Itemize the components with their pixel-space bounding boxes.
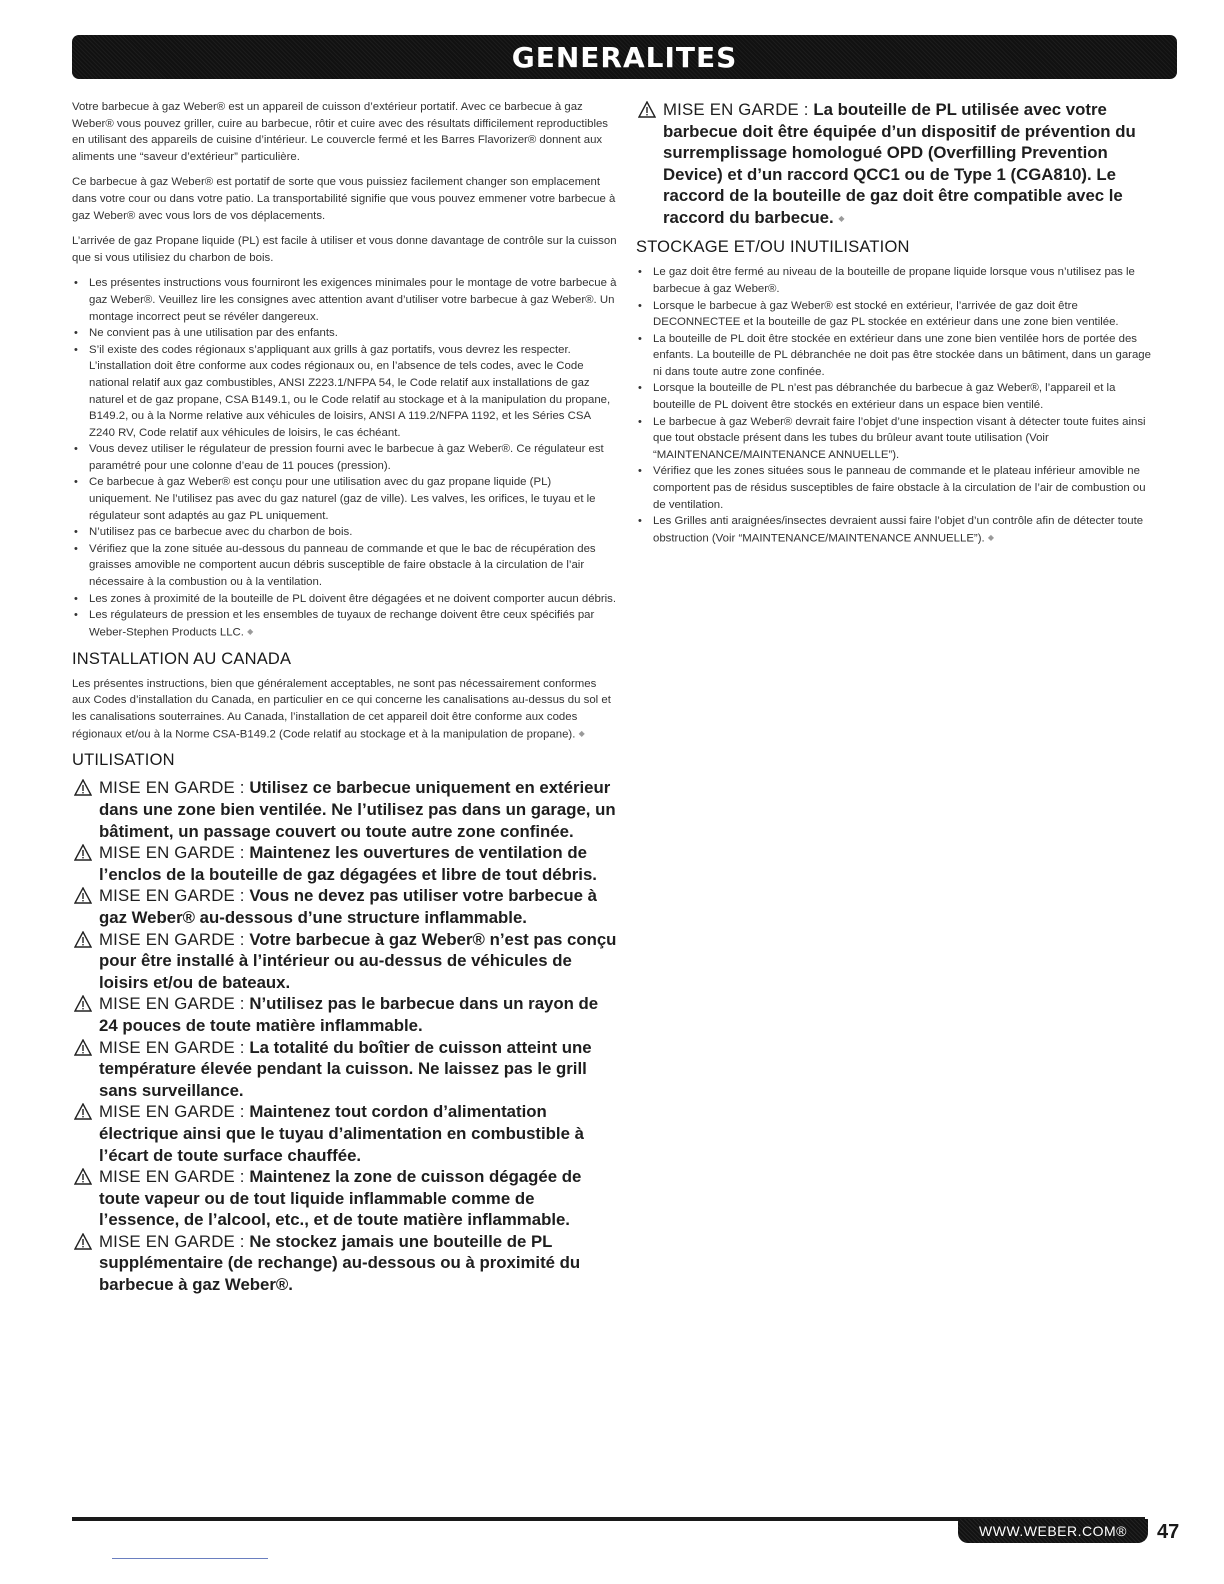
end-diamond-icon: ◆: [578, 728, 585, 738]
canada-text: Les présentes instructions, bien que généralement acceptables, ne sont pas nécessairement conformes aux Codes d’installation du Canada, en particulier en ce qui concerne les canalisations au-dessus du sol et les canalisations souterraines. Au Canada, l’installation de cet appareil doit être conforme aux codes régionaux et/ou à la Norme CSA-B149.2 (Code relatif au stockage et à la manipulation de propane).: [72, 677, 611, 740]
right-column: [636, 99, 1156, 554]
list-item: • La bouteille de PL doit être stockée en extérieur dans une zone bien ventilée hors de portée des enfants. La bouteille de PL débranchée ne doit pas être stockée dans un bâtiment, dans un garage ni dans toute autre zone confinée.: [636, 331, 1156, 381]
warning-text: Maintenez la zone de cuisson dégagée de toute vapeur ou de tout liquide inflammable comme de l’essence, de l’alcool, etc., et de toute matière inflammable.: [99, 1167, 582, 1230]
warning-label: MISE EN GARDE :: [99, 778, 245, 798]
list-item: • Les zones à proximité de la bouteille de PL doivent être dégagées et ne doivent comporter aucun débris.: [72, 591, 617, 608]
warning-text: Vous ne devez pas utiliser votre barbecue à gaz Weber® au-dessous d’une structure inflammable.: [99, 886, 597, 927]
warning-item: [72, 929, 617, 994]
warning-item: [72, 777, 617, 842]
warning-label: MISE EN GARDE :: [99, 929, 245, 949]
warning-text: Maintenez tout cordon d’alimentation électrique ainsi que le tuyau d’alimentation en combustible à l’écart de toute surface chauffée.: [99, 1102, 584, 1165]
list-item-text: Les Grilles anti araignées/insectes devraient aussi faire l’objet d’un contrôle afin de détecter toute obstruction (Voir “MAINTENANCE/MAINTENANCE ANNUELLE”).: [653, 515, 1144, 545]
canada-paragraph: [72, 676, 617, 743]
list-item: • Vérifiez que la zone située au-dessous du panneau de commande et que le bac de récupération des graisses amovible ne comportent aucun débris susceptible de faire obstacle à la circulation de l’air nécessaire à la combustion ou à la ventilation.: [72, 541, 617, 591]
list-item: • Le gaz doit être fermé au niveau de la bouteille de propane liquide lorsque vous n’utilisez pas le barbecue à gaz Weber®.: [636, 264, 1156, 297]
end-diamond-icon: ◆: [247, 626, 254, 636]
warning-triangle-icon: [74, 931, 92, 948]
list-item-text: Les régulateurs de pression et les ensembles de tuyaux de rechange doivent être ceux spécifiés par Weber-Stephen Products LLC.: [89, 609, 595, 639]
warning-triangle-icon: [638, 101, 656, 118]
left-column: [72, 99, 617, 1296]
list-item: • Les présentes instructions vous fourniront les exigences minimales pour le montage de votre barbecue à gaz Weber®. Veuillez lire les consignes avec attention avant d’utiliser votre barbecue à gaz Weber®. Un montage incorrect peut se révéler dangereux.: [72, 275, 617, 325]
intro-paragraph: Ce barbecue à gaz Weber® est portatif de sorte que vous puissiez facilement changer son emplacement dans votre cour ou dans votre patio. La transportabilité signifie que vous pouvez emmener votre barbecue à gaz Weber® avec vous lors de vos déplacements.: [72, 176, 616, 222]
warning-label: MISE EN GARDE :: [99, 843, 245, 863]
warning-text: Maintenez les ouvertures de ventilation de l’enclos de la bouteille de gaz dégagées et libre de tout débris.: [99, 843, 597, 884]
storage-bullet-list: [636, 264, 1156, 546]
warning-label: MISE EN GARDE :: [99, 1231, 245, 1251]
list-item: • Lorsque le barbecue à gaz Weber® est stocké en extérieur, l’arrivée de gaz doit être DECONNECTEE et la bouteille de gaz PL stockée en extérieur dans une zone bien ventilée.: [636, 298, 1156, 331]
opd-warning: [636, 99, 1156, 229]
warning-list: [72, 777, 617, 1295]
utilisation-heading: UTILISATION: [72, 751, 175, 770]
warning-triangle-icon: [74, 995, 92, 1012]
scan-artifact-line: [112, 1558, 268, 1559]
warning-text: N’utilisez pas le barbecue dans un rayon de 24 pouces de toute matière inflammable.: [99, 994, 599, 1035]
warning-triangle-icon: [74, 844, 92, 861]
page-number: 47: [1157, 1521, 1180, 1543]
warning-item: [72, 842, 617, 885]
warning-item: [72, 993, 617, 1036]
warning-label: MISE EN GARDE :: [99, 994, 245, 1014]
warning-item: [72, 1037, 617, 1102]
section-banner: [72, 35, 1177, 79]
footer-url-badge[interactable]: [958, 1519, 1148, 1543]
end-diamond-icon: ◆: [987, 532, 994, 542]
list-item: • S’il existe des codes régionaux s’appliquant aux grills à gaz portatifs, vous devrez les respecter. L’installation doit être conforme aux codes régionaux ou, en l’absence de tels codes, avec le Code national relatif aux gaz combustibles, ANSI Z223.1/NFPA 54, le Code relatif aux installations de gaz naturel et de gaz propane, CSA B149.1, ou le Code relatif au stockage et à la manipulation du propane, B149.2, ou à la Norme relative aux véhicules de loisirs, ANSI A 119.2/NFPA 1192, et les Séries CSA Z240 RV, Code relatif aux véhicules de loisirs, le cas échéant.: [72, 342, 617, 442]
warning-triangle-icon: [74, 779, 92, 796]
list-item: • N’utilisez pas ce barbecue avec du charbon de bois.: [72, 524, 617, 541]
list-item: [72, 607, 617, 641]
warning-label: MISE EN GARDE :: [99, 1167, 245, 1187]
warning-label: MISE EN GARDE :: [99, 1102, 245, 1122]
list-item: • Ce barbecue à gaz Weber® est conçu pour une utilisation avec du gaz propane liquide (PL) uniquement. Ne l’utilisez pas avec du gaz naturel (gaz de ville). Les valves, les orifices, le tuyau et le régulateur sont adaptés au gaz PL uniquement.: [72, 474, 617, 524]
warning-item: [72, 885, 617, 928]
warning-triangle-icon: [74, 1233, 92, 1250]
warning-item: [72, 1166, 617, 1231]
warning-label: MISE EN GARDE :: [663, 100, 809, 119]
warning-text: Utilisez ce barbecue uniquement en extérieur dans une zone bien ventilée. Ne l’utilisez pas dans un garage, un bâtiment, un passage couvert ou toute autre zone confinée.: [99, 778, 616, 841]
warning-text: Votre barbecue à gaz Weber® n’est pas conçu pour être installé à l’intérieur ou au-dessus de véhicules de loisirs et/ou de bateaux.: [99, 929, 617, 992]
list-item: • Ne convient pas à une utilisation par des enfants.: [72, 325, 617, 342]
warning-item: [72, 1101, 617, 1166]
warning-text: Ne stockez jamais une bouteille de PL supplémentaire (de rechange) au-dessous ou à proximité du barbecue à gaz Weber®.: [99, 1231, 581, 1295]
footer-url[interactable]: WWW.WEBER.COM®: [979, 1523, 1127, 1539]
list-item: • Lorsque la bouteille de PL n’est pas débranchée du barbecue à gaz Weber®, l’appareil et la bouteille de PL doivent être stockés en extérieur dans un espace bien ventilé.: [636, 380, 1156, 413]
intro-paragraph: Votre barbecue à gaz Weber® est un appareil de cuisson d’extérieur portatif. Avec ce barbecue à gaz Weber® vous pouvez griller, cuire au barbecue, rôtir et cuire avec des résultats difficilement reproductibles en utilisant des appareils de cuisine d’intérieur. Le couvercle fermé et les Barres Flavorizer® donnent aux aliments une “saveur d’extérieur” particulière.: [72, 101, 608, 163]
list-item: [636, 513, 1156, 547]
warning-triangle-icon: [74, 1168, 92, 1185]
warning-item: [72, 1231, 617, 1296]
canada-heading: INSTALLATION AU CANADA: [72, 649, 292, 668]
end-diamond-icon: ◆: [838, 213, 845, 223]
warning-label: MISE EN GARDE :: [99, 886, 245, 906]
list-item: • Vérifiez que les zones situées sous le panneau de commande et le plateau inférieur amovible ne comportent pas de résidus susceptibles de faire obstacle à la circulation de l’air de combustion ou de ventilation.: [636, 463, 1156, 513]
list-item: • Vous devez utiliser le régulateur de pression fourni avec le barbecue à gaz Weber®. Ce régulateur est paramétré pour une colonne d’eau de 11 pouces (pression).: [72, 441, 617, 474]
general-bullet-list: [72, 275, 617, 640]
warning-text: La totalité du boîtier de cuisson atteint une température élevée pendant la cuisson. Ne laissez pas le grill sans surveillance.: [99, 1037, 592, 1100]
stockage-heading: STOCKAGE ET/OU INUTILISATION: [636, 238, 910, 257]
warning-triangle-icon: [74, 887, 92, 904]
warning-triangle-icon: [74, 1103, 92, 1120]
warning-text: La bouteille de PL utilisée avec votre barbecue doit être équipée d’un dispositif de prévention du surremplissage homologué OPD (Overfilling Prevention Device) et d’un raccord QCC1 ou de Type 1 (CGA810). Le raccord de la bouteille de gaz doit être compatible avec le raccord du barbecue.: [663, 100, 1136, 227]
page-title: GENERALITES: [511, 40, 738, 74]
list-item: • Le barbecue à gaz Weber® devrait faire l’objet d’une inspection visant à détecter toute fuites ainsi que tout obstacle présent dans les tubes du brûleur avant toute utilisation (Voir “MAINTENANCE/MAINTENANCE ANNUELLE”).: [636, 414, 1156, 464]
warning-triangle-icon: [74, 1039, 92, 1056]
intro-paragraph: L’arrivée de gaz Propane liquide (PL) est facile à utiliser et vous donne davantage de contrôle sur la cuisson que si vous utilisiez du charbon de bois.: [72, 235, 617, 264]
warning-label: MISE EN GARDE :: [99, 1037, 245, 1057]
